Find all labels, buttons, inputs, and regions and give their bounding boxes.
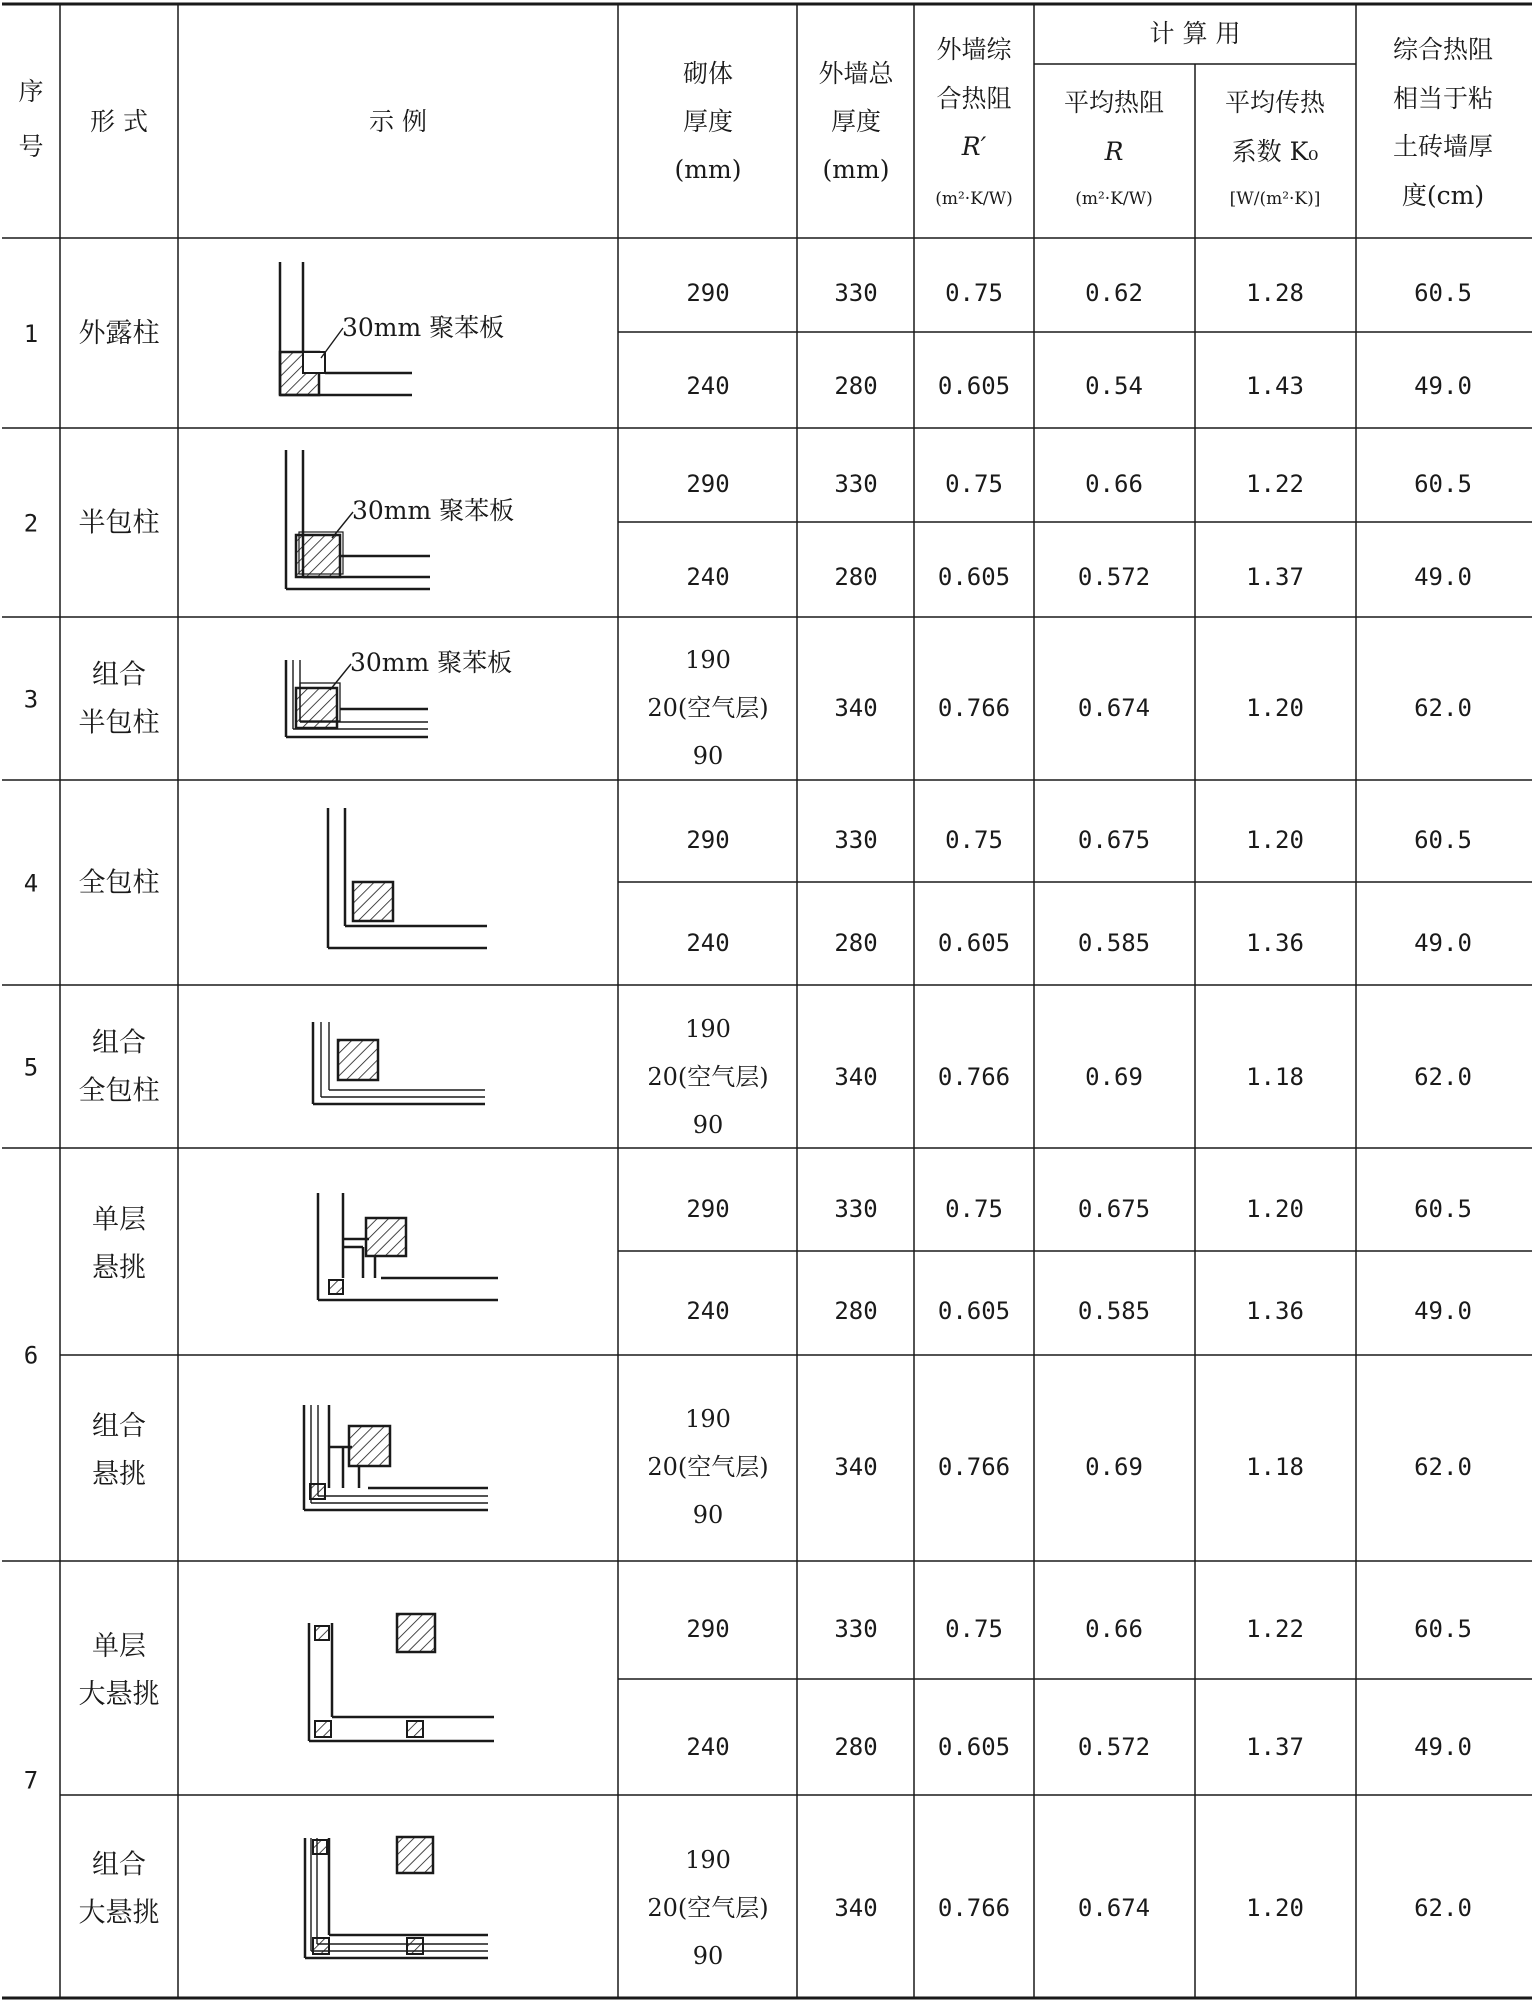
cell-avg-r: 0.69 xyxy=(1085,1063,1143,1091)
cell-avg-r: 0.572 xyxy=(1077,1733,1151,1761)
diagram-composite-cantilever xyxy=(304,1405,488,1510)
masonry-layer-1: 20(空气层) xyxy=(647,1453,769,1481)
header-wall-total-1: 外墙总 xyxy=(818,59,894,88)
cell-avg-r: 0.675 xyxy=(1077,1195,1151,1223)
cell-equiv: 49.0 xyxy=(1414,929,1472,957)
row-seq-number: 1 xyxy=(23,320,39,348)
cell-masonry: 240 xyxy=(686,1297,730,1325)
masonry-layer-1: 20(空气层) xyxy=(647,694,769,722)
cell-equiv: 62.0 xyxy=(1414,694,1472,722)
cell-avg-r: 0.69 xyxy=(1085,1453,1143,1481)
cell-avg-k: 1.36 xyxy=(1246,929,1304,957)
cell-equiv: 49.0 xyxy=(1414,1297,1472,1325)
cell-masonry: 240 xyxy=(686,563,730,591)
header-avg-r-unit: (m²·K/W) xyxy=(1075,189,1153,209)
row-seq-number: 3 xyxy=(23,685,39,714)
cell-masonry: 240 xyxy=(686,929,730,957)
header-avg-k-2: 系数 K₀ xyxy=(1231,137,1319,166)
example-diagrams xyxy=(280,262,514,1958)
row-form-label: 组合 xyxy=(92,659,146,691)
header-masonry-1: 砌体 xyxy=(682,59,734,88)
cell-equiv: 49.0 xyxy=(1414,372,1472,400)
annotation-label-2: 30mm 聚苯板 xyxy=(352,496,515,525)
cell-avg-r: 0.585 xyxy=(1077,929,1151,957)
cell-masonry: 290 xyxy=(686,470,730,498)
cell-avg-k: 1.18 xyxy=(1246,1453,1304,1481)
row-form-label: 组合 xyxy=(92,1849,146,1881)
cell-avg-k: 1.20 xyxy=(1246,694,1304,722)
cell-avg-k: 1.22 xyxy=(1246,1615,1304,1643)
masonry-layer-2: 90 xyxy=(692,1111,724,1139)
cell-wall-total: 280 xyxy=(834,1733,878,1761)
cell-wall-total: 280 xyxy=(834,563,878,591)
cell-wall-total: 340 xyxy=(834,1453,878,1481)
cell-masonry: 240 xyxy=(686,1733,730,1761)
header-resist-unit: (m²·K/W) xyxy=(935,189,1013,209)
row-form-label: 单层 xyxy=(92,1204,146,1236)
header-wall-total-2: 厚度 xyxy=(830,107,882,136)
cell-resist: 0.605 xyxy=(937,1297,1011,1325)
cell-resist: 0.75 xyxy=(945,279,1003,307)
row-form-label: 半包柱 xyxy=(78,507,160,539)
cell-avg-r: 0.585 xyxy=(1077,1297,1151,1325)
cell-avg-k: 1.37 xyxy=(1246,563,1304,591)
cell-avg-r: 0.675 xyxy=(1077,826,1151,854)
cell-masonry: 240 xyxy=(686,372,730,400)
header-avg-k-unit: [W/(m²·K)] xyxy=(1229,189,1321,209)
header-equiv-1: 综合热阻 xyxy=(1392,35,1494,64)
header-avg-k-1: 平均传热 xyxy=(1224,88,1326,117)
masonry-layer-1: 20(空气层) xyxy=(647,1894,769,1922)
annotation-label: 30mm 聚苯板 xyxy=(342,313,505,342)
masonry-layer-2: 90 xyxy=(692,1501,724,1529)
row-form-label: 外露柱 xyxy=(78,318,160,349)
diagram-fully-wrapped-column xyxy=(328,808,487,948)
cell-masonry: 290 xyxy=(686,1195,730,1223)
header-form: 形 式 xyxy=(90,107,148,136)
cell-equiv: 62.0 xyxy=(1414,1894,1472,1922)
cell-avg-r: 0.674 xyxy=(1077,694,1151,722)
cell-avg-r: 0.66 xyxy=(1085,1615,1143,1643)
cell-avg-k: 1.22 xyxy=(1246,470,1304,498)
cell-avg-k: 1.20 xyxy=(1246,826,1304,854)
cell-wall-total: 340 xyxy=(834,694,878,722)
cell-avg-r: 0.54 xyxy=(1085,372,1143,400)
annotation-label-3: 30mm 聚苯板 xyxy=(350,648,513,677)
cell-resist: 0.766 xyxy=(937,694,1011,722)
cell-wall-total: 280 xyxy=(834,372,878,400)
cell-equiv: 49.0 xyxy=(1414,1733,1472,1761)
header-avg-r-2: R xyxy=(1104,137,1124,166)
cell-resist: 0.766 xyxy=(937,1063,1011,1091)
masonry-layer-0: 190 xyxy=(685,1015,731,1043)
row-seq-number: 2 xyxy=(23,509,39,538)
cell-avg-r: 0.62 xyxy=(1085,279,1143,307)
cell-equiv: 49.0 xyxy=(1414,563,1472,591)
cell-avg-k: 1.20 xyxy=(1246,1894,1304,1922)
row-form-label: 大悬挑 xyxy=(78,1679,160,1710)
header-seq-line2: 号 xyxy=(18,132,44,161)
cell-avg-k: 1.37 xyxy=(1246,1733,1304,1761)
diagram-composite-large-cantilever xyxy=(305,1837,488,1958)
cell-resist: 0.605 xyxy=(937,929,1011,957)
masonry-layer-2: 90 xyxy=(692,742,724,770)
header-equiv-2: 相当于粘 xyxy=(1392,84,1494,113)
row-form-label: 全包柱 xyxy=(78,867,160,899)
cell-avg-k: 1.36 xyxy=(1246,1297,1304,1325)
cell-equiv: 62.0 xyxy=(1414,1063,1472,1091)
table-body xyxy=(24,279,1472,1970)
masonry-layer-0: 190 xyxy=(685,646,731,674)
row-form-label: 半包柱 xyxy=(78,707,160,739)
diagram-composite-half-wrapped-column xyxy=(286,648,512,737)
cell-masonry: 290 xyxy=(686,1615,730,1643)
cell-resist: 0.605 xyxy=(937,372,1011,400)
masonry-layer-0: 190 xyxy=(685,1846,731,1874)
cell-avg-k: 1.43 xyxy=(1246,372,1304,400)
cell-equiv: 60.5 xyxy=(1414,470,1472,498)
cell-resist: 0.75 xyxy=(945,1195,1003,1223)
cell-wall-total: 280 xyxy=(834,1297,878,1325)
cell-masonry: 290 xyxy=(686,826,730,854)
cell-avg-k: 1.20 xyxy=(1246,1195,1304,1223)
cell-resist: 0.75 xyxy=(945,470,1003,498)
cell-resist: 0.766 xyxy=(937,1894,1011,1922)
header-resist-1: 外墙综 xyxy=(936,35,1012,64)
cell-resist: 0.605 xyxy=(937,1733,1011,1761)
row-form-label: 悬挑 xyxy=(92,1459,146,1490)
cell-masonry: 290 xyxy=(686,279,730,307)
cell-wall-total: 330 xyxy=(834,1195,878,1223)
header-masonry-2: 厚度 xyxy=(682,107,734,136)
cell-wall-total: 340 xyxy=(834,1063,878,1091)
cell-resist: 0.766 xyxy=(937,1453,1011,1481)
cell-wall-total: 330 xyxy=(834,1615,878,1643)
row-form-label: 全包柱 xyxy=(78,1075,160,1107)
cell-avg-k: 1.18 xyxy=(1246,1063,1304,1091)
header-avg-r-1: 平均热阻 xyxy=(1063,88,1165,117)
cell-resist: 0.605 xyxy=(937,563,1011,591)
header-wall-total-3: (mm) xyxy=(822,155,890,184)
cell-equiv: 60.5 xyxy=(1414,826,1472,854)
header-equiv-4: 度(cm) xyxy=(1401,181,1485,210)
masonry-layer-2: 90 xyxy=(692,1942,724,1970)
cell-wall-total: 340 xyxy=(834,1894,878,1922)
table-header xyxy=(18,19,1493,210)
row-form-label: 组合 xyxy=(92,1411,146,1442)
row-form-label: 悬挑 xyxy=(92,1252,146,1284)
diagram-composite-fully-wrapped-column xyxy=(313,1022,485,1104)
header-calc-group: 计 算 用 xyxy=(1149,19,1241,48)
cell-wall-total: 280 xyxy=(834,929,878,957)
cell-avg-r: 0.66 xyxy=(1085,470,1143,498)
cell-wall-total: 330 xyxy=(834,470,878,498)
header-equiv-3: 土砖墙厚 xyxy=(1392,132,1494,161)
cell-wall-total: 330 xyxy=(834,279,878,307)
diagram-exposed-column xyxy=(280,262,504,395)
masonry-layer-0: 190 xyxy=(685,1405,731,1433)
cell-avg-r: 0.674 xyxy=(1077,1894,1151,1922)
cell-avg-k: 1.28 xyxy=(1246,279,1304,307)
header-resist-3: R′ xyxy=(961,132,987,161)
cell-wall-total: 330 xyxy=(834,826,878,854)
row-seq-number: 5 xyxy=(23,1053,39,1082)
row-seq-number: 7 xyxy=(23,1766,39,1795)
row-seq-number: 4 xyxy=(23,869,39,898)
row-seq-number: 6 xyxy=(23,1341,39,1370)
row-form-label: 单层 xyxy=(92,1631,146,1662)
cell-equiv: 60.5 xyxy=(1414,1615,1472,1643)
cell-resist: 0.75 xyxy=(945,826,1003,854)
cell-equiv: 60.5 xyxy=(1414,279,1472,307)
diagram-single-cantilever xyxy=(318,1193,498,1300)
cell-avg-r: 0.572 xyxy=(1077,563,1151,591)
header-masonry-3: (mm) xyxy=(674,155,742,184)
header-example: 示 例 xyxy=(369,107,427,136)
masonry-layer-1: 20(空气层) xyxy=(647,1063,769,1091)
diagram-half-wrapped-column xyxy=(286,450,514,589)
header-resist-2: 合热阻 xyxy=(936,84,1012,113)
cell-equiv: 60.5 xyxy=(1414,1195,1472,1223)
row-form-label: 大悬挑 xyxy=(78,1897,160,1929)
diagram-single-large-cantilever xyxy=(309,1614,494,1741)
cell-equiv: 62.0 xyxy=(1414,1453,1472,1481)
cell-resist: 0.75 xyxy=(945,1615,1003,1643)
row-form-label: 组合 xyxy=(92,1027,146,1059)
header-seq-line1: 序 xyxy=(18,77,44,106)
